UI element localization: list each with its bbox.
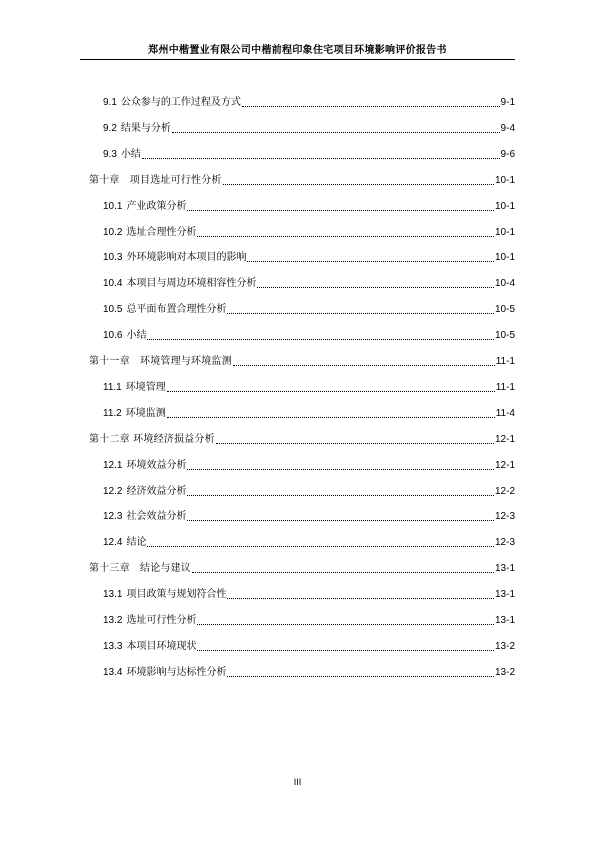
toc-section-entry[interactable] (103, 404, 515, 420)
toc-chapter-entry[interactable] (89, 171, 515, 187)
toc-entry-number: 11.1 (103, 381, 122, 393)
toc-entry-title: 结果与分析 (120, 122, 171, 134)
toc-entry-page: 10-4 (494, 278, 515, 290)
toc-dot-leader (227, 672, 494, 677)
toc-dot-leader (187, 491, 494, 496)
toc-entry-title: 项目政策与规划符合性 (126, 589, 227, 601)
toc-entry-number: 13.2 (103, 615, 123, 626)
toc-entry-title: 环境影响与达标性分析 (126, 666, 227, 678)
toc-entry-title: 第十章 项目选址可行性分析 (89, 174, 222, 186)
toc-entry-page: 9-4 (500, 122, 515, 134)
toc-entry-title: 环境监测 (125, 407, 166, 419)
toc-dot-leader (187, 465, 494, 470)
toc-dot-leader (247, 257, 494, 262)
toc-section-entry[interactable] (103, 300, 515, 316)
toc-dot-leader (197, 620, 494, 625)
toc-dot-leader (223, 180, 494, 185)
toc-entry-number: 10.4 (103, 278, 123, 290)
toc-entry-title: 总平面布置合理性分析 (126, 304, 227, 316)
toc-entry-page: 9-1 (500, 97, 515, 108)
toc-section-entry[interactable] (103, 145, 515, 161)
toc-entry-number: 10.3 (103, 252, 123, 264)
toc-entry-title: 本项目环境现状 (126, 640, 197, 652)
toc-section-entry[interactable] (103, 507, 515, 523)
toc-entry-page: 12-3 (494, 511, 515, 523)
toc-section-entry[interactable] (103, 585, 515, 601)
toc-section-entry[interactable] (103, 93, 515, 109)
toc-entry-title: 小结 (120, 148, 141, 160)
toc-dot-leader (197, 646, 494, 651)
toc-chapter-entry[interactable] (89, 559, 515, 575)
toc-dot-leader (187, 206, 494, 211)
toc-entry-title: 第十一章 环境管理与环境监测 (89, 356, 232, 367)
toc-dot-leader (147, 335, 494, 340)
toc-dot-leader (172, 128, 500, 133)
document-header-title: 郑州中楷置业有限公司中楷前程印象住宅项目环境影响评价报告书 (148, 45, 447, 56)
toc-entry-page: 13-2 (494, 666, 515, 678)
toc-entry-title: 环境管理 (125, 381, 166, 393)
toc-section-entry[interactable] (103, 378, 515, 394)
toc-entry-number: 9.1 (103, 97, 117, 108)
toc-entry-title: 本项目与周边环境相容性分析 (126, 278, 257, 290)
toc-entry-number: 13.1 (103, 589, 123, 601)
toc-entry-page: 10-1 (494, 252, 515, 264)
toc-dot-leader (167, 387, 495, 392)
toc-entry-page: 12-1 (494, 459, 515, 471)
toc-entry-page: 10-5 (494, 304, 515, 316)
toc-entry-number: 12.4 (103, 537, 123, 549)
toc-dot-leader (233, 361, 495, 366)
toc-entry-title: 社会效益分析 (126, 511, 187, 523)
toc-entry-title: 外环境影响对本项目的影响 (126, 252, 247, 264)
toc-entry-page: 11-4 (495, 407, 515, 419)
toc-entry-page: 10-1 (494, 226, 515, 238)
toc-entry-page: 11-1 (495, 356, 515, 367)
toc-entry-page: 12-2 (494, 485, 515, 497)
toc-entry-title: 小结 (126, 330, 147, 342)
toc-entry-number: 13.3 (103, 640, 123, 652)
toc-entry-page: 13-1 (494, 615, 515, 626)
toc-entry-page: 9-6 (500, 148, 515, 160)
toc-section-entry[interactable] (103, 637, 515, 653)
toc-dot-leader (257, 283, 494, 288)
toc-dot-leader (227, 309, 494, 314)
toc-entry-number: 11.2 (103, 407, 122, 419)
toc-section-entry[interactable] (103, 663, 515, 679)
toc-dot-leader (227, 594, 494, 599)
toc-entry-page: 10-1 (494, 200, 515, 212)
toc-dot-leader (216, 439, 494, 444)
toc-entry-number: 13.4 (103, 666, 123, 678)
toc-entry-number: 10.2 (103, 226, 123, 238)
toc-entry-page: 13-1 (494, 563, 515, 575)
toc-section-entry[interactable] (103, 248, 515, 264)
toc-section-entry[interactable] (103, 482, 515, 498)
toc-entry-title: 经济效益分析 (126, 485, 187, 497)
toc-dot-leader (187, 516, 494, 521)
toc-entry-page: 13-2 (494, 640, 515, 652)
toc-dot-leader (147, 542, 494, 547)
toc-section-entry[interactable] (103, 611, 515, 627)
toc-section-entry[interactable] (103, 197, 515, 213)
toc-section-entry[interactable] (103, 119, 515, 135)
toc-section-entry[interactable] (103, 533, 515, 549)
toc-entry-title: 第十二章 环境经济损益分析 (89, 433, 215, 445)
toc-dot-leader (192, 568, 494, 573)
toc-entry-title: 选址合理性分析 (126, 226, 197, 238)
toc-entry-title: 结论 (126, 537, 147, 549)
toc-entry-page: 13-1 (494, 589, 515, 601)
toc-entry-page: 11-1 (495, 381, 515, 393)
toc-entry-page: 12-1 (494, 433, 515, 445)
toc-entry-number: 9.3 (103, 148, 117, 160)
toc-dot-leader (142, 154, 500, 159)
toc-dot-leader (167, 413, 495, 418)
toc-dot-leader (242, 102, 500, 107)
toc-entry-title: 环境效益分析 (126, 459, 187, 471)
toc-entry-title: 选址可行性分析 (126, 615, 197, 626)
toc-section-entry[interactable] (103, 456, 515, 472)
toc-section-entry[interactable] (103, 326, 515, 342)
page-number: III (293, 777, 302, 787)
toc-chapter-entry[interactable] (89, 430, 515, 446)
toc-entry-number: 12.1 (103, 459, 123, 471)
toc-entry-number: 12.2 (103, 485, 123, 497)
header-divider (80, 59, 515, 60)
toc-chapter-entry[interactable] (89, 352, 515, 368)
toc-section-entry[interactable] (103, 274, 515, 290)
toc-entry-page: 10-1 (494, 174, 515, 186)
toc-entry-title: 第十三章 结论与建议 (89, 563, 191, 575)
toc-entry-title: 公众参与的工作过程及方式 (120, 97, 241, 108)
toc-entry-number: 9.2 (103, 122, 117, 134)
toc-entry-title: 产业政策分析 (126, 200, 187, 212)
toc-entry-number: 10.6 (103, 330, 123, 342)
toc-entry-page: 12-3 (494, 537, 515, 549)
toc-dot-leader (197, 232, 494, 237)
toc-entry-number: 10.1 (103, 200, 123, 212)
toc-section-entry[interactable] (103, 223, 515, 239)
toc-entry-page: 10-5 (494, 330, 515, 342)
toc-entry-number: 12.3 (103, 511, 123, 523)
toc-entry-number: 10.5 (103, 304, 123, 316)
